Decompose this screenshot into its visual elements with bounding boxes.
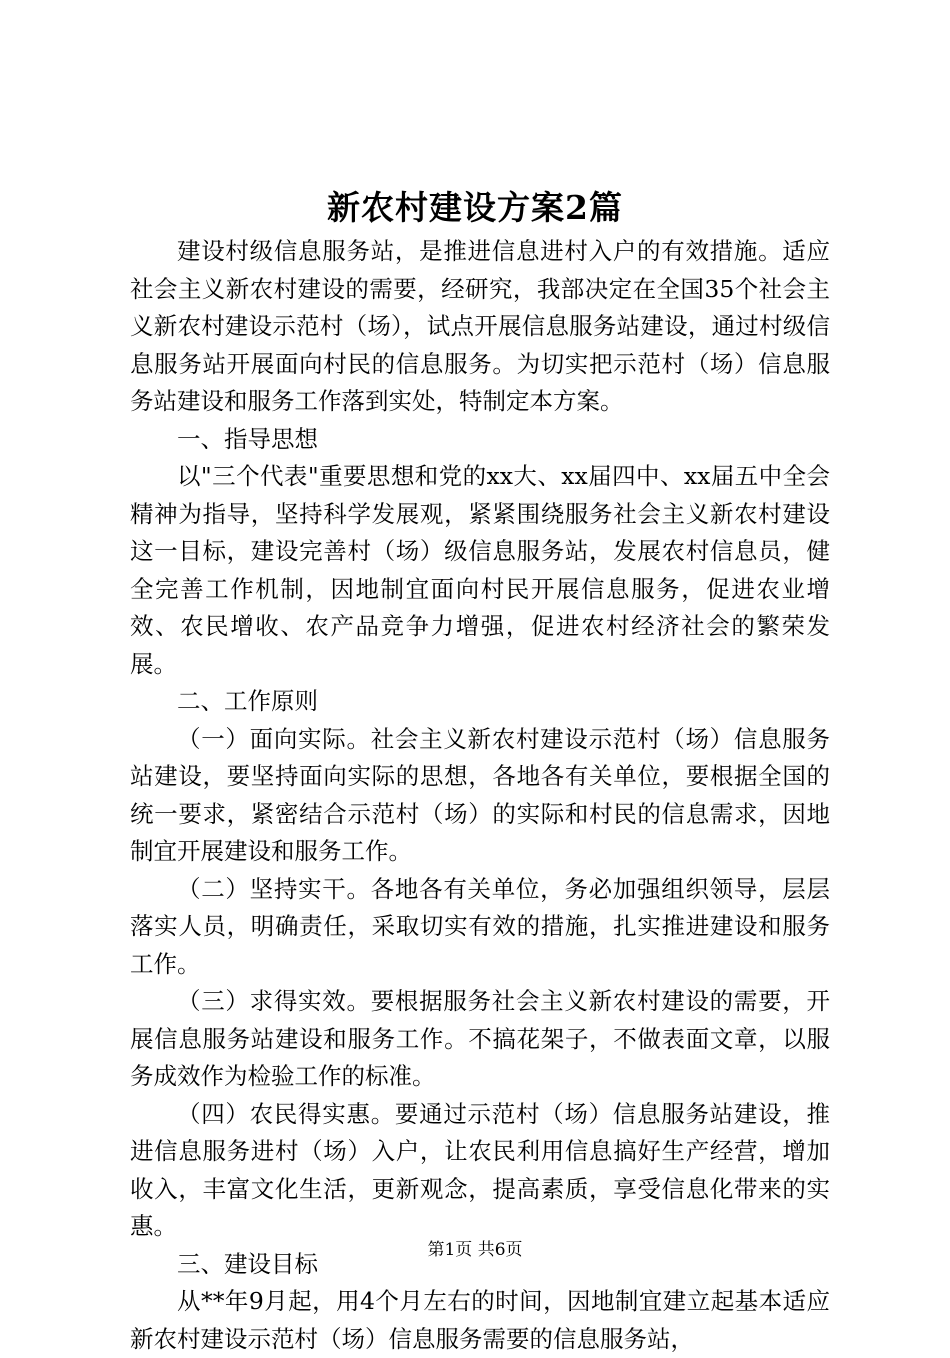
page-footer: 第1页 共6页	[427, 1240, 523, 1260]
intro-paragraph: 建设村级信息服务站，是推进信息进村入户的有效措施。适应社会主义新农村建设的需要，经研究，我部决定在全国35个社会主义新农村建设示范村（场），试点开展信息服务站建设，通过村级信息服务站开展面向村民的信息服务。为切实把示范村（场）信息服务站建设和服务工作落到实处，特制定本方案。	[130, 237, 830, 415]
principle-paragraph-2: （二）坚持实干。各地各有关单位，务必加强组织领导，层层落实人员，明确责任，采取切实有效的措施，扎实推进建设和服务工作。	[130, 874, 830, 978]
document-title: 新农村建设方案2篇	[327, 188, 623, 227]
principle-paragraph-1: （一）面向实际。社会主义新农村建设示范村（场）信息服务站建设，要坚持面向实际的思想，各地各有关单位，要根据全国的统一要求，紧密结合示范村（场）的实际和村民的信息需求，因地制宜开展建设和服务工作。	[130, 724, 830, 865]
construction-goals-paragraph: 从**年9月起，用4个月左右的时间，因地制宜建立起基本适应新农村建设示范村（场）信息服务需要的信息服务站，	[130, 1287, 830, 1353]
principle-paragraph-3: （三）求得实效。要根据服务社会主义新农村建设的需要，开展信息服务站建设和服务工作。不搞花架子，不做表面文章，以服务成效作为检验工作的标准。	[130, 987, 830, 1090]
section-heading-construction-goals: 三、建设目标	[177, 1249, 318, 1278]
section-heading-guiding-ideology: 一、指导思想	[177, 424, 318, 453]
principle-paragraph-4: （四）农民得实惠。要通过示范村（场）信息服务站建设，推进信息服务进村（场）入户，让农民利用信息搞好生产经营，增加收入，丰富文化生活，更新观念，提高素质，享受信息化带来的实惠。	[130, 1099, 830, 1240]
document-body	[130, 233, 830, 1358]
section-heading-work-principles: 二、工作原则	[177, 687, 318, 715]
guiding-ideology-paragraph: 以"三个代表"重要思想和党的xx大、xx届四中、xx届五中全会精神为指导，坚持科学发展观，紧紧围绕服务社会主义新农村建设这一目标，建设完善村（场）级信息服务站，发展农村信息员，健全完善工作机制，因地制宜面向村民开展信息服务，促进农业增效、农民增收、农产品竞争力增强，促进农村经济社会的繁荣发展。	[130, 462, 830, 678]
